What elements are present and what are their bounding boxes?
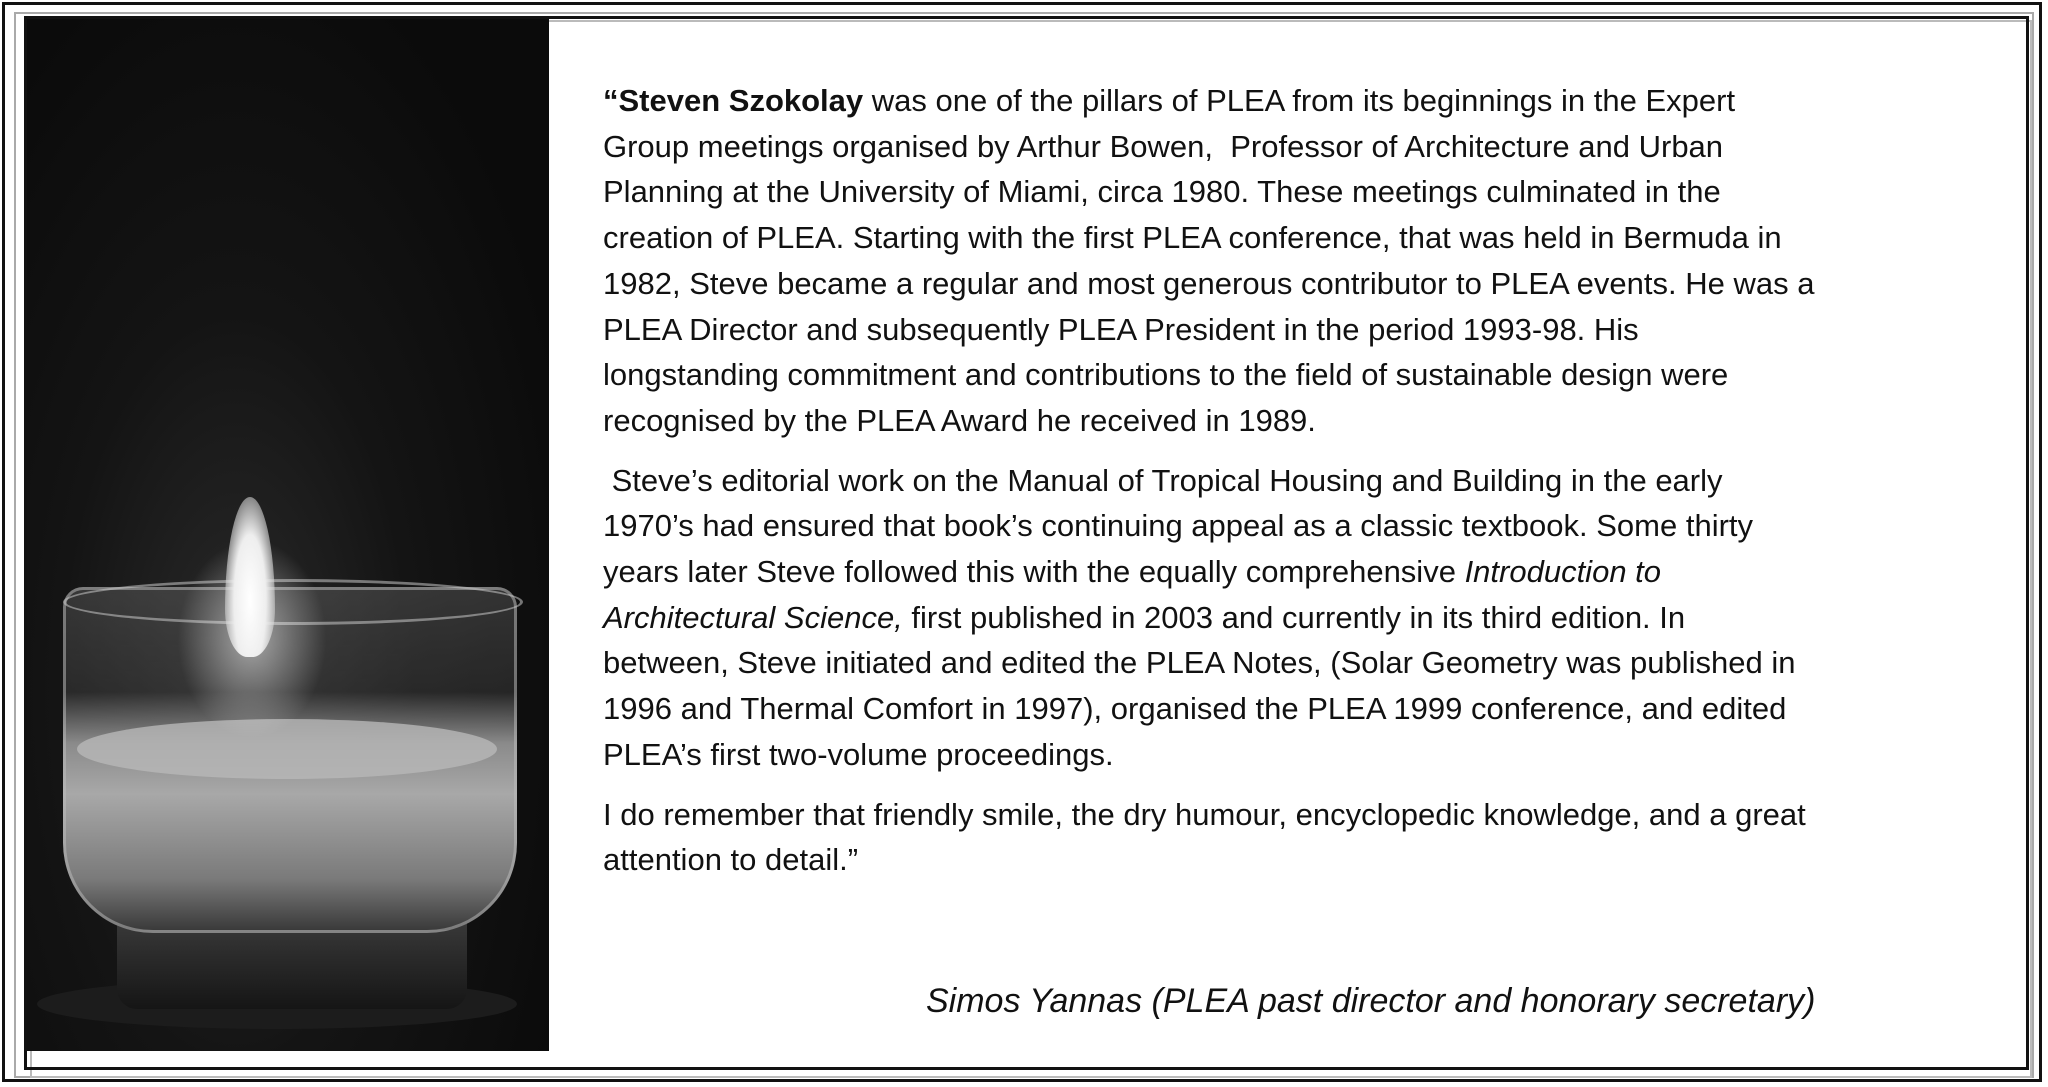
line: PLEA’s first two-volume proceedings. — [603, 736, 1114, 772]
line: 1996 and Thermal Comfort in 1997), organised the PLEA 1999 conference, and edited — [603, 691, 1787, 727]
line: 1982, Steve became a regular and most generous contributor to PLEA events. He was a — [603, 265, 1815, 301]
line: longstanding commitment and contributions to the field of sustainable design were — [603, 357, 1729, 393]
line: I do remember that friendly smile, the dry humour, encyclopedic knowledge, and a great — [603, 796, 1806, 832]
paragraph-2 — [603, 458, 2023, 778]
line: PLEA Director and subsequently PLEA President in the period 1993-98. His — [603, 311, 1639, 347]
book-title: Architectural Science, — [603, 599, 903, 635]
line: creation of PLEA. Starting with the first PLEA conference, that was held in Bermuda in — [603, 220, 1782, 256]
paragraph-1 — [603, 78, 2023, 444]
line: Group meetings organised by Arthur Bowen, Professor of Architecture and Urban — [603, 128, 1724, 164]
line: recognised by the PLEA Award he received in 1989. — [603, 402, 1316, 438]
candle-flame-icon — [225, 497, 275, 657]
line — [603, 78, 2023, 124]
signature: Simos Yannas (PLEA past director and honorary secretary) — [926, 982, 1816, 1020]
line-text: was one of the pillars of PLEA from its beginnings in the Expert — [863, 83, 1736, 118]
line — [603, 595, 2023, 641]
candle-photo — [27, 19, 549, 1051]
candle-wax — [77, 719, 497, 779]
name-bold: “Steven Szokolay — [603, 83, 864, 118]
line: 1970’s had ensured that book’s continuing appeal as a classic textbook. Some thirty — [603, 508, 1754, 544]
line: attention to detail.” — [603, 842, 859, 878]
line: Planning at the University of Miami, circa 1980. These meetings culminated in the — [603, 174, 1721, 210]
line: Steve’s editorial work on the Manual of Tropical Housing and Building in the early — [603, 462, 1723, 498]
line — [603, 549, 2023, 595]
line: between, Steve initiated and edited the PLEA Notes, (Solar Geometry was published in — [603, 645, 1796, 681]
line-text: first published in 2003 and currently in its third edition. In — [902, 599, 1686, 635]
paragraph-3 — [603, 792, 2023, 883]
line-text: years later Steve followed this with the equally comprehensive — [603, 554, 1465, 590]
tribute-text — [603, 78, 2023, 897]
book-title: Introduction to — [1464, 554, 1662, 590]
